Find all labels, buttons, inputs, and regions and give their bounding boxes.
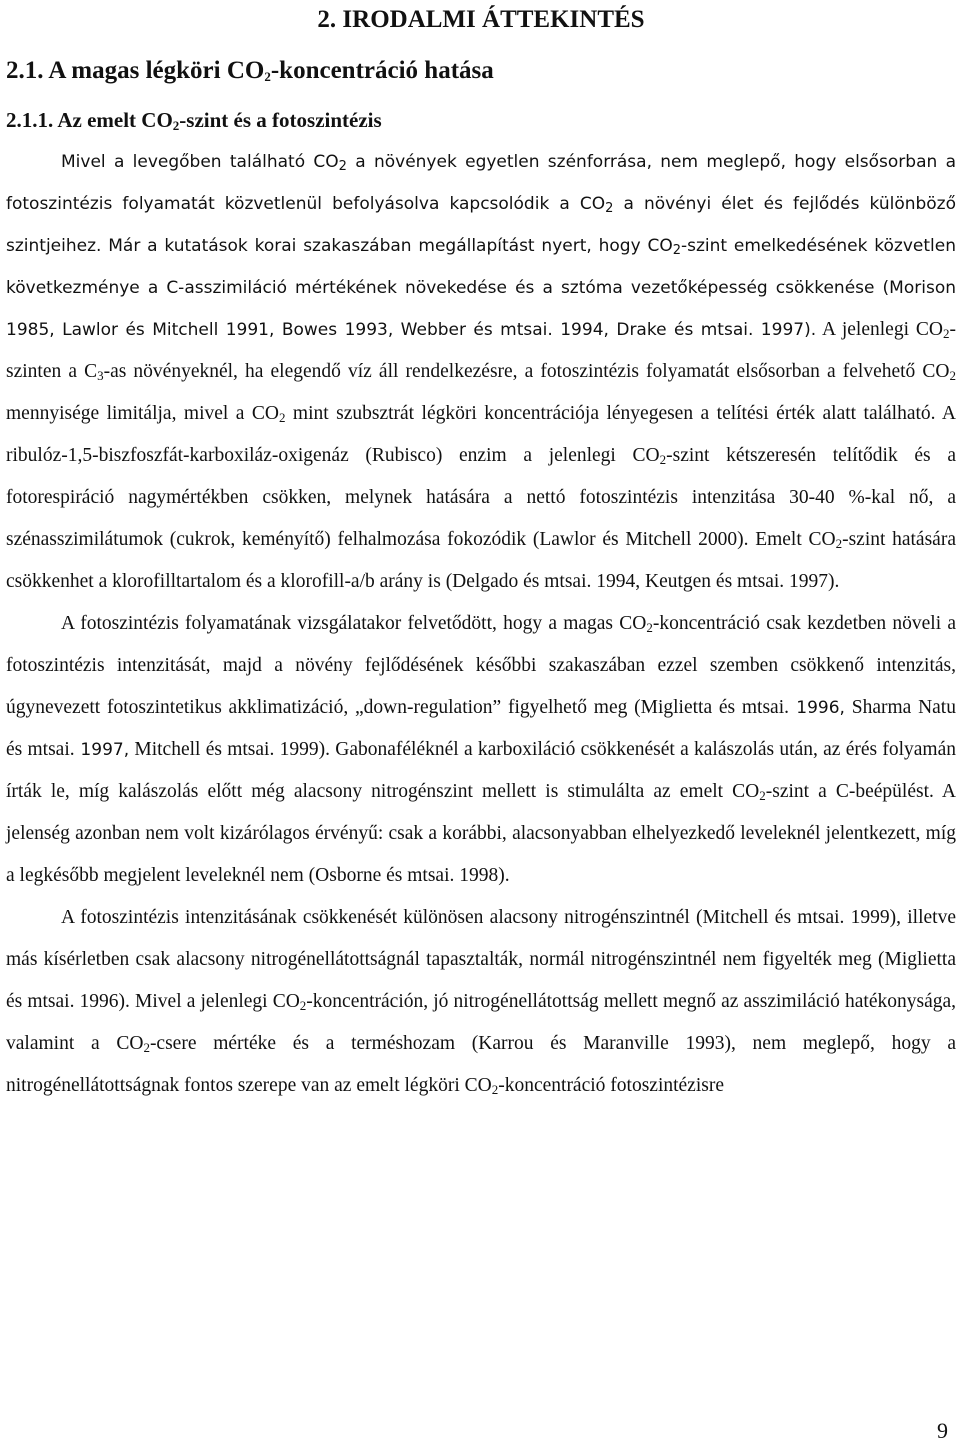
text-run: -szinten a C [6,319,956,382]
text-run: -koncentráció fotoszintézisre [498,1075,724,1096]
text-run: -szint a C-beépülést. [765,781,934,802]
subscript-text: 2 [299,998,307,1013]
subscript-text: 2 [646,620,653,635]
text-run: Sharma Natu és mtsai. [6,697,956,760]
text-run: mint szubsztrát légköri koncentrációja lényegesen a telítési érték alatt található. [285,403,936,424]
subscript-text: 2 [672,243,681,258]
subscript-text: 2 [143,1040,150,1055]
subscript-text: 2 [659,452,667,467]
text-run: Mivel a levegőben található CO [61,152,339,172]
subscript-text: 2 [605,201,614,216]
text-run: A ribulóz-1,5-biszfoszfát-karboxiláz-oxigenáz (Rubisco) enzim a jelenlegi CO [6,403,957,466]
text-run: Emelt CO [748,529,836,550]
text-run: a növények egyetlen szénforrása, nem meglepő, hogy elsősorban a fotoszintézis folyamatát közvetlenül befolyásolva kapcsolódik a CO [6,152,956,214]
text-run: A jelenlegi CO [816,319,943,340]
text-run: A fotoszintézis folyamatának vizsgálatakor felvetődött, hogy a magas CO [61,613,647,634]
paragraph-3 [6,897,956,1107]
text-run: Már a kutatások korai szakaszában megállapítást nyert, hogy CO [101,236,673,256]
section-heading [6,45,956,103]
text-run: a növényi élet és fejlődés különböző szintjeihez. [6,194,957,256]
text-run: -as növényeknél, ha elegendő víz áll rendelkezésre, a fotoszintézis folyamatát elsősorban a felvehető CO [103,361,950,382]
paragraph-2 [6,603,956,897]
chapter-heading: 2. IRODALMI ÁTTEKINTÉS [317,6,645,33]
text-run: Gabonaféléknél a karboxiláció csökkenését a kalászolás után, az érés folyamán írták le, míg kalászolás előtt még alacsony nitrogénszint mellett is stimulálta az emelt CO [6,739,956,802]
subsection-heading-pre: 2.1.1. Az emelt CO [6,108,173,132]
text-run: -szint hatására csökkenhet a klorofilltartalom és a klorofill-a/b arány is (Delgado és mtsai. 1994, Keutgen és mtsai. 1997). [6,529,956,592]
text-run: A jelenség azonban nem volt kizárólagos érvényű: csak a korábbi, alacsonyabban elhelyezkedő leveleknél jelentkezett, míg a legkésőbb megjelent leveleknél nem (Osborne és mtsai. 1998). [6,781,956,886]
subscript-text: 2 [338,159,347,174]
subscript-text: 2 [759,788,766,803]
text-run: Mitchell és mtsai. 1999). [129,739,330,760]
section-heading-pre: 2.1. A magas légköri CO [6,57,265,84]
text-run: 1997, [74,740,130,760]
subsection-heading-sub: 2 [172,118,180,133]
text-run: A fotoszintézis intenzitásának csökkenését különösen alacsony nitrogénszintnél (Mitchell és mtsai. 1999), illetve más kísérletben csak alacsony nitrogénellátottságnál tapasztalták, normál nitrogénszintnél nem figyelték meg (Miglietta és mtsai. 1996). [6,907,956,1012]
subsection-heading [6,103,956,141]
paragraph-1 [6,141,956,603]
text-run: Mivel a jelenlegi CO [129,991,300,1012]
text-run: -szint kétszeresén telítődik és a fotorespiráció nagymértékben csökken, melynek hatására a nettó fotoszintézis intenzitása 30-40 %-kal nő, a szénasszimilátumok (cukrok, keményítő) felhalmozása fokozódik (Lawlor és Mitchell 2000). [6,445,956,550]
subscript-text: 2 [278,410,286,425]
section-heading-post: -koncentráció hatása [270,57,494,84]
subscript-text: 3 [97,368,104,383]
page-number: 9 [937,1418,948,1443]
subscript-text: 2 [949,368,956,383]
text-run: -koncentráció csak kezdetben növeli a fotoszintézis intenzitását, majd a növény fejlődésének későbbi szakaszában ezzel szemben csökkenő intenzitás, úgynevezett fotoszintetikus akklimatizáció, „down-regulation” figyelhető meg (Miglietta és mtsai. [6,613,956,718]
text-run: mennyisége limitálja, mivel a CO [6,403,279,424]
text-run: 1996, [789,698,845,718]
text-run: -koncentráción, jó nitrogénellátottság mellett megnő az asszimiláció hatékonysága, valamint a CO [6,991,957,1054]
section-heading-sub: 2 [264,69,271,84]
subscript-text: 2 [491,1082,499,1097]
subsection-heading-post: -szint és a fotoszintézis [179,108,382,132]
text-run: -szint emelkedésének közvetlen következménye a C-asszimiláció mértékének növekedése és a sztóma vezetőképesség csökkenése (Morison 1985, Lawlor és Mitchell 1991, Bowes 1993, Webber és mtsai. 1994, Drake és mtsai. 1997). [6,236,956,340]
text-run: -csere mértéke és a terméshozam (Karrou és Maranville 1993), nem meglepő, hogy a nitrogénellátottságnak fontos szerepe van az emelt légköri CO [6,1033,956,1096]
subscript-text: 2 [835,536,843,551]
subscript-text: 2 [943,326,950,341]
